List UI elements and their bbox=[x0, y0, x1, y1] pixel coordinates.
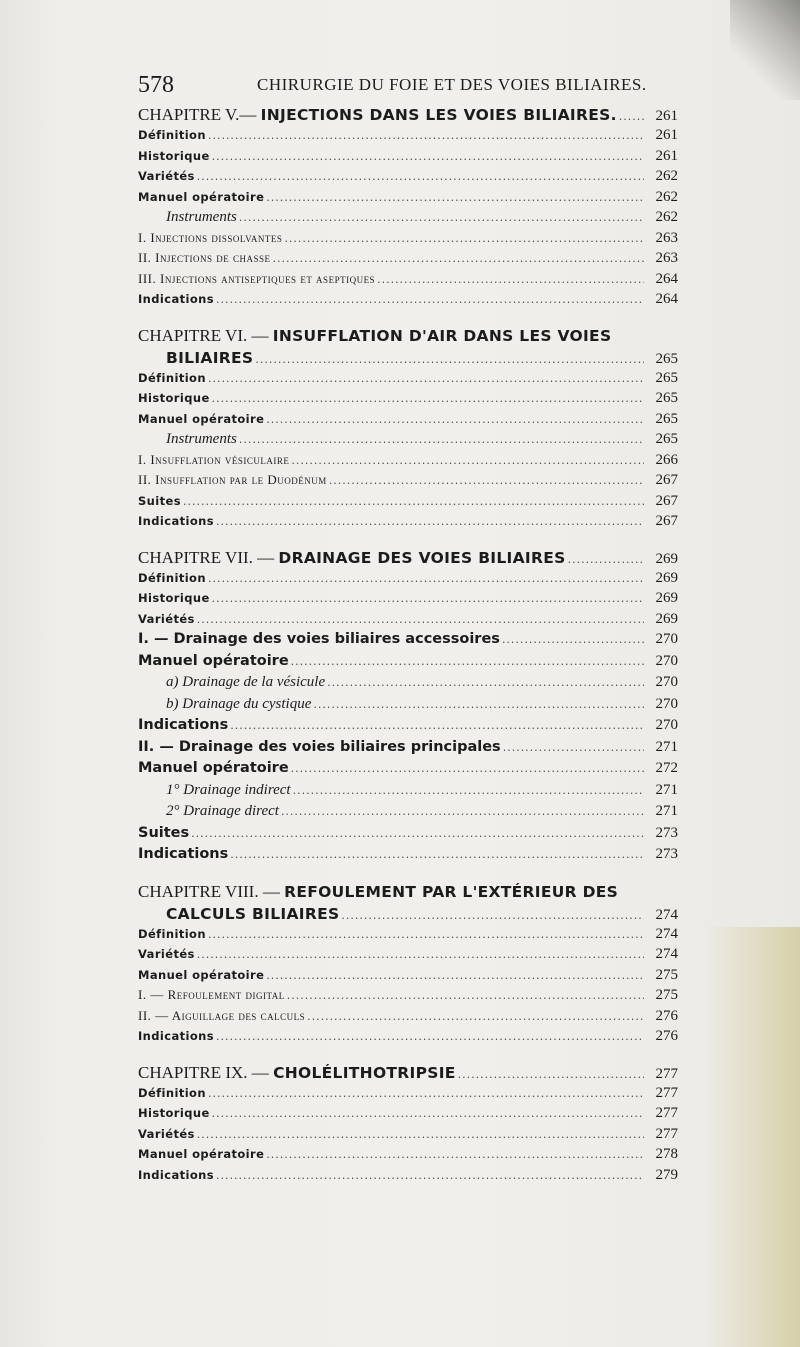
entry-page: 265 bbox=[655, 431, 678, 447]
leader-dots bbox=[266, 413, 644, 426]
entry-label bbox=[138, 452, 289, 468]
leader-dots bbox=[266, 191, 644, 204]
entry-page: 265 bbox=[655, 410, 678, 427]
entry-text: Manuel opératoire bbox=[138, 411, 265, 426]
entry-page: 277 bbox=[655, 1125, 678, 1142]
entry-label bbox=[138, 190, 264, 204]
leader-dots bbox=[230, 848, 644, 861]
toc-entry bbox=[138, 782, 678, 804]
toc-entry bbox=[138, 803, 678, 825]
leader-dots bbox=[502, 633, 644, 646]
entry-page: 267 bbox=[655, 472, 678, 488]
entry-page: 277 bbox=[655, 1065, 678, 1082]
entry-text: Indications bbox=[138, 846, 229, 862]
chapter-heading-line bbox=[138, 1063, 678, 1085]
toc-entry bbox=[138, 825, 678, 847]
leader-dots bbox=[503, 741, 644, 754]
entry-label bbox=[138, 105, 617, 125]
entry-page: 267 bbox=[655, 513, 678, 529]
entry-text: Définition bbox=[138, 128, 206, 142]
entry-page: 276 bbox=[655, 1028, 678, 1044]
entry-page: 263 bbox=[655, 250, 678, 266]
entry-page: 274 bbox=[655, 946, 678, 962]
entry-text: Suites bbox=[138, 824, 190, 841]
toc-entry bbox=[138, 1028, 678, 1049]
toc-entry bbox=[138, 653, 678, 675]
entry-label bbox=[166, 782, 291, 799]
toc-entry bbox=[138, 570, 678, 591]
leader-dots bbox=[291, 655, 644, 668]
leader-dots bbox=[281, 805, 644, 818]
entry-label bbox=[138, 591, 210, 605]
chapter-heading-line bbox=[138, 904, 678, 926]
toc-entry bbox=[138, 370, 678, 391]
entry-page: 270 bbox=[655, 674, 678, 690]
leader-dots bbox=[216, 515, 644, 528]
entry-text: Définition bbox=[138, 926, 206, 941]
entry-text: Définition bbox=[138, 570, 206, 585]
entry-label bbox=[138, 1008, 305, 1024]
entry-text: Manuel opératoire bbox=[138, 652, 289, 669]
chapter-title-continued: CALCULS BILIAIRES bbox=[166, 904, 340, 923]
chapter-prefix: CHAPITRE VIII. — bbox=[138, 881, 285, 901]
chapter-block bbox=[138, 548, 678, 868]
leader-dots bbox=[341, 909, 644, 922]
entry-text: I. — Drainage des voies biliaires accessoires bbox=[138, 631, 500, 647]
entry-label bbox=[138, 1147, 264, 1161]
entry-text: Indications bbox=[138, 1167, 214, 1182]
toc-entry bbox=[138, 846, 678, 868]
entry-text: II. Insufflation par le Duodénum bbox=[138, 472, 327, 487]
chapter-prefix: CHAPITRE VII. — bbox=[138, 547, 279, 567]
entry-text: Manuel opératoire bbox=[138, 760, 289, 776]
leader-dots bbox=[239, 433, 644, 446]
entry-page: 272 bbox=[655, 760, 678, 776]
entry-page: 275 bbox=[655, 987, 678, 1003]
entry-label bbox=[138, 1063, 456, 1083]
entry-text: Variétés bbox=[138, 947, 195, 961]
leader-dots bbox=[208, 572, 644, 585]
leader-dots bbox=[216, 1169, 644, 1182]
entry-label bbox=[166, 209, 237, 226]
entry-page: 269 bbox=[655, 610, 678, 627]
entry-label bbox=[138, 1127, 195, 1141]
entry-page: 277 bbox=[655, 1084, 678, 1101]
entry-text: Variétés bbox=[138, 611, 195, 626]
entry-page: 262 bbox=[655, 188, 678, 205]
chapter-heading-line bbox=[138, 348, 678, 370]
toc-entry bbox=[138, 696, 678, 718]
entry-page: 273 bbox=[655, 824, 678, 841]
toc-entry bbox=[138, 127, 678, 148]
entry-page: 262 bbox=[655, 168, 678, 184]
entry-text: Variétés bbox=[138, 1126, 195, 1141]
leader-dots bbox=[313, 698, 644, 711]
entry-text: I. Injections dissolvantes bbox=[138, 229, 283, 245]
toc-entry bbox=[138, 1008, 678, 1029]
toc-entry bbox=[138, 967, 678, 988]
toc-entry bbox=[138, 271, 678, 292]
entry-label bbox=[138, 292, 214, 306]
entry-page: 269 bbox=[655, 550, 678, 567]
entry-text: I. — Refoulement digital bbox=[138, 987, 285, 1002]
entry-label bbox=[138, 825, 189, 841]
toc-entry bbox=[138, 1085, 678, 1106]
entry-text: III. Injections antiseptiques et aseptiques bbox=[138, 270, 376, 286]
leader-dots bbox=[212, 592, 644, 605]
entry-page: 269 bbox=[655, 569, 678, 586]
leader-dots bbox=[284, 232, 644, 245]
chapter-prefix: CHAPITRE V.— bbox=[138, 105, 261, 124]
entry-page: 277 bbox=[655, 1105, 678, 1121]
entry-label bbox=[138, 1086, 206, 1100]
toc-entry bbox=[138, 230, 678, 251]
leader-dots bbox=[239, 211, 644, 224]
entry-label bbox=[138, 947, 195, 961]
entry-page: 261 bbox=[655, 147, 678, 164]
entry-label bbox=[138, 371, 206, 385]
entry-text: Historique bbox=[138, 391, 210, 405]
chapter-block bbox=[138, 326, 678, 534]
running-head bbox=[0, 72, 800, 98]
entry-label bbox=[138, 548, 566, 568]
toc-entry bbox=[138, 209, 678, 230]
entry-text: 1° Drainage indirect bbox=[166, 781, 291, 798]
toc-entry bbox=[138, 431, 678, 452]
entry-text: Manuel opératoire bbox=[138, 1147, 265, 1161]
leader-dots bbox=[291, 454, 644, 467]
entry-page: 271 bbox=[655, 738, 678, 755]
toc-entry bbox=[138, 1167, 678, 1188]
entry-label bbox=[138, 571, 206, 585]
toc-entry bbox=[138, 472, 678, 493]
entry-label bbox=[166, 696, 311, 713]
toc-entry bbox=[138, 1126, 678, 1147]
leader-dots bbox=[208, 1087, 644, 1100]
entry-page: 270 bbox=[655, 652, 678, 669]
entry-page: 270 bbox=[655, 717, 678, 733]
entry-text: Manuel opératoire bbox=[138, 967, 265, 982]
entry-page: 278 bbox=[655, 1146, 678, 1162]
chapter-prefix: CHAPITRE IX. — bbox=[138, 1062, 274, 1082]
entry-text: Suites bbox=[138, 493, 181, 508]
leader-dots bbox=[266, 969, 644, 982]
toc-entry bbox=[138, 189, 678, 210]
leader-dots bbox=[273, 252, 645, 265]
entry-page: 267 bbox=[655, 492, 678, 509]
leader-dots bbox=[216, 1030, 644, 1043]
toc-entry bbox=[138, 946, 678, 967]
entry-label bbox=[138, 169, 195, 183]
entry-label bbox=[166, 674, 325, 691]
leader-dots bbox=[216, 293, 644, 306]
entry-label bbox=[138, 472, 327, 488]
entry-page: 264 bbox=[655, 291, 678, 307]
entry-label bbox=[166, 348, 253, 368]
entry-text: Définition bbox=[138, 370, 206, 385]
leader-dots bbox=[255, 353, 644, 366]
entry-text: II. — Drainage des voies biliaires principales bbox=[138, 738, 501, 755]
entry-label bbox=[138, 968, 264, 982]
entry-text: Variétés bbox=[138, 169, 195, 183]
toc-entry bbox=[138, 513, 678, 534]
entry-text: Instruments bbox=[166, 209, 237, 225]
chapter-prefix: CHAPITRE VI. — bbox=[138, 325, 273, 345]
leader-dots bbox=[197, 1128, 644, 1141]
chapter-title: INJECTIONS DANS LES VOIES BILIAIRES. bbox=[260, 106, 617, 124]
leader-dots bbox=[266, 1148, 644, 1161]
entry-text: Historique bbox=[138, 1106, 210, 1120]
entry-page: 270 bbox=[655, 631, 678, 647]
entry-text: Indications bbox=[138, 717, 229, 733]
leader-dots bbox=[230, 719, 644, 732]
entry-label bbox=[138, 739, 501, 755]
chapter-heading-line bbox=[138, 105, 678, 127]
entry-page: 264 bbox=[655, 270, 678, 287]
entry-label bbox=[138, 514, 214, 528]
entry-label bbox=[138, 494, 181, 508]
toc-entry bbox=[138, 611, 678, 632]
chapter-title: REFOULEMENT PAR L'EXTÉRIEUR DES bbox=[284, 882, 619, 901]
entry-page: 274 bbox=[655, 906, 678, 923]
leader-dots bbox=[197, 948, 644, 961]
chapter-block bbox=[138, 882, 678, 1049]
leader-dots bbox=[291, 762, 644, 775]
entry-label bbox=[138, 612, 195, 626]
entry-text: Définition bbox=[138, 1085, 206, 1100]
entry-label bbox=[166, 431, 237, 448]
leader-dots bbox=[197, 613, 644, 626]
entry-label bbox=[138, 987, 285, 1003]
entry-page: 265 bbox=[655, 350, 678, 367]
entry-label bbox=[138, 1168, 214, 1182]
chapter-heading-line bbox=[138, 326, 678, 348]
running-title: CHIRURGIE DU FOIE ET DES VOIES BILIAIRES. bbox=[257, 75, 647, 94]
chapter-title: CHOLÉLITHOTRIPSIE bbox=[273, 1063, 456, 1082]
leader-dots bbox=[197, 170, 644, 183]
entry-label bbox=[138, 760, 289, 776]
toc-entry bbox=[138, 760, 678, 782]
entry-text: Manuel opératoire bbox=[138, 189, 265, 204]
entry-page: 261 bbox=[655, 108, 678, 124]
entry-label bbox=[138, 717, 228, 733]
chapter-block bbox=[138, 105, 678, 312]
entry-page: 265 bbox=[655, 369, 678, 386]
entry-text: 2° Drainage direct bbox=[166, 803, 279, 819]
toc-entry bbox=[138, 291, 678, 312]
leader-dots bbox=[458, 1068, 644, 1081]
entry-label bbox=[138, 271, 375, 287]
toc-entry bbox=[138, 926, 678, 947]
leader-dots bbox=[329, 474, 644, 487]
toc-entry bbox=[138, 1105, 678, 1126]
leader-dots bbox=[212, 150, 644, 163]
entry-text: Indications bbox=[138, 292, 214, 306]
entry-text: Instruments bbox=[166, 431, 237, 447]
entry-page: 276 bbox=[655, 1007, 678, 1024]
entry-label bbox=[138, 631, 500, 647]
toc-entry bbox=[138, 493, 678, 514]
toc-entry bbox=[138, 739, 678, 761]
chapter-title: DRAINAGE DES VOIES BILIAIRES bbox=[278, 548, 566, 567]
entry-label bbox=[138, 846, 228, 862]
entry-label bbox=[166, 904, 339, 924]
chapter-heading-line bbox=[138, 882, 678, 904]
leader-dots bbox=[208, 928, 644, 941]
entry-label bbox=[138, 412, 264, 426]
toc-entry bbox=[138, 717, 678, 739]
leader-dots bbox=[327, 676, 644, 689]
leader-dots bbox=[208, 372, 644, 385]
entry-page: 266 bbox=[655, 451, 678, 468]
entry-text: Indications bbox=[138, 1029, 214, 1043]
entry-text: II. — Aiguillage des calculs bbox=[138, 1007, 306, 1023]
leader-dots bbox=[293, 784, 644, 797]
leader-dots bbox=[287, 989, 644, 1002]
entry-page: 270 bbox=[655, 695, 678, 712]
entry-text: Historique bbox=[138, 148, 210, 163]
entry-label bbox=[138, 250, 271, 266]
toc-entry bbox=[138, 987, 678, 1008]
toc-entry bbox=[138, 452, 678, 473]
entry-page: 273 bbox=[655, 846, 678, 862]
toc-entry bbox=[138, 168, 678, 189]
entry-page: 275 bbox=[655, 966, 678, 983]
chapter-heading-line bbox=[138, 548, 678, 570]
entry-page: 269 bbox=[655, 590, 678, 606]
toc-entry bbox=[138, 674, 678, 696]
leader-dots bbox=[208, 129, 644, 142]
toc-entry bbox=[138, 590, 678, 611]
toc-entry bbox=[138, 390, 678, 411]
entry-label bbox=[138, 653, 289, 669]
entry-text: a) Drainage de la vésicule bbox=[166, 674, 326, 690]
entry-page: 279 bbox=[655, 1166, 678, 1183]
entry-text: I. Insufflation vésiculaire bbox=[138, 451, 290, 467]
leader-dots bbox=[212, 1107, 644, 1120]
chapter-block bbox=[138, 1063, 678, 1188]
entry-text: Historique bbox=[138, 591, 210, 605]
leader-dots bbox=[377, 273, 644, 286]
leader-dots bbox=[183, 495, 644, 508]
toc-entry bbox=[138, 1146, 678, 1167]
toc-entry bbox=[138, 250, 678, 271]
leader-dots bbox=[212, 392, 644, 405]
entry-page: 263 bbox=[655, 229, 678, 246]
entry-text: II. Injections de chasse bbox=[138, 250, 271, 265]
toc-entry bbox=[138, 631, 678, 653]
entry-text: b) Drainage du cystique bbox=[166, 695, 312, 712]
chapter-title: INSUFFLATION D'AIR DANS LES VOIES bbox=[272, 326, 612, 345]
toc-entry bbox=[138, 148, 678, 169]
chapter-title-continued: BILIAIRES bbox=[166, 348, 254, 367]
page-edge-stain bbox=[680, 927, 800, 1347]
page-number: 578 bbox=[138, 72, 174, 98]
leader-dots bbox=[191, 827, 644, 840]
entry-label bbox=[138, 882, 618, 901]
entry-text: Indications bbox=[138, 514, 214, 528]
entry-page: 262 bbox=[655, 209, 678, 225]
entry-page: 261 bbox=[655, 127, 678, 143]
entry-label bbox=[138, 230, 282, 246]
leader-dots bbox=[568, 553, 644, 566]
leader-dots bbox=[619, 110, 644, 123]
entry-label bbox=[138, 128, 206, 142]
toc-entry bbox=[138, 411, 678, 432]
entry-page: 265 bbox=[655, 390, 678, 406]
entry-label bbox=[138, 326, 611, 345]
entry-label bbox=[138, 1106, 210, 1120]
entry-page: 274 bbox=[655, 925, 678, 942]
entry-page: 271 bbox=[655, 781, 678, 798]
leader-dots bbox=[307, 1010, 644, 1023]
entry-label bbox=[138, 391, 210, 405]
table-of-contents bbox=[138, 102, 678, 1187]
entry-label bbox=[138, 1029, 214, 1043]
entry-page: 271 bbox=[655, 803, 678, 819]
entry-label bbox=[166, 803, 279, 820]
entry-label bbox=[138, 927, 206, 941]
entry-label bbox=[138, 149, 210, 163]
